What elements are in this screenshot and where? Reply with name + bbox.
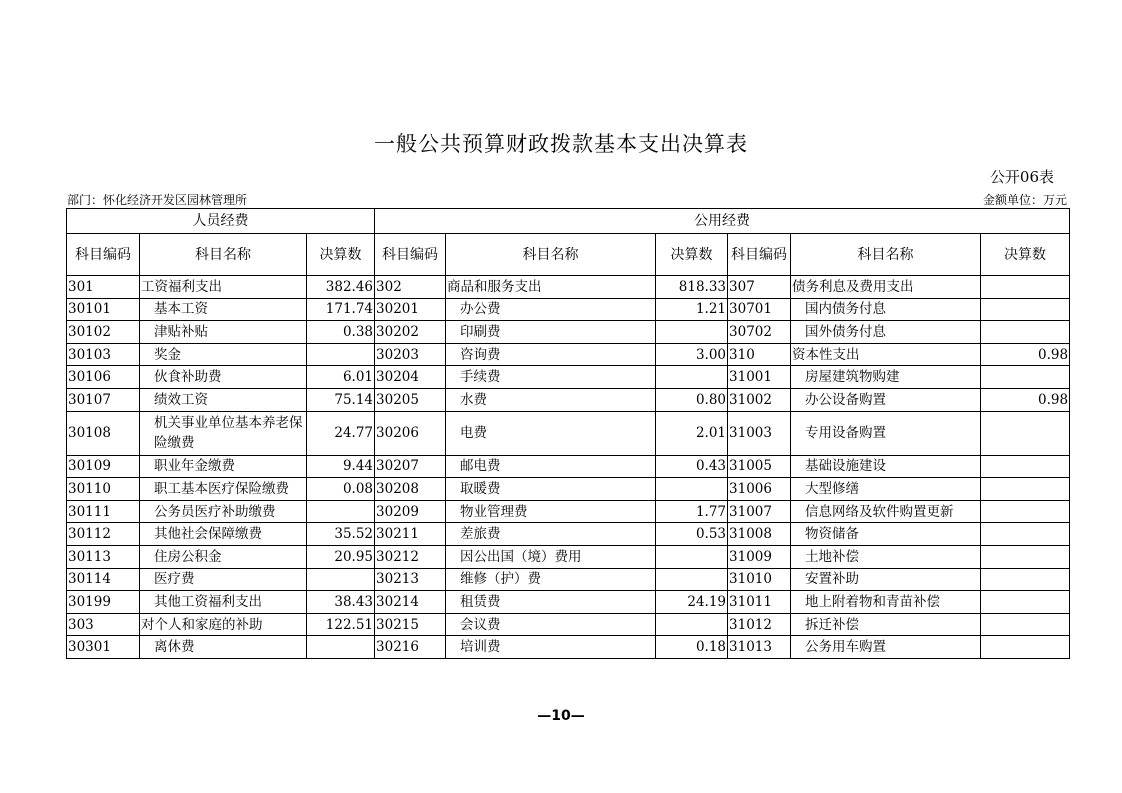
amount-cell: 1.77	[656, 500, 728, 523]
code-cell: 30216	[375, 636, 446, 659]
amount-cell: 1.21	[656, 298, 728, 321]
code-cell: 30211	[375, 523, 446, 546]
table-row	[67, 298, 1070, 321]
amount-cell	[981, 298, 1070, 321]
name-cell: 国内债务付息	[791, 298, 981, 321]
name-cell: 大型修缮	[791, 478, 981, 501]
code-cell: 31012	[728, 613, 791, 636]
amount-cell	[981, 276, 1070, 299]
name-cell: 因公出国（境）费用	[446, 545, 656, 568]
name-cell: 机关事业单位基本养老保险缴费	[140, 411, 307, 455]
name-cell: 公务用车购置	[791, 636, 981, 659]
code-cell: 30215	[375, 613, 446, 636]
header-code: 科目编码	[67, 234, 140, 276]
amount-cell	[656, 545, 728, 568]
amount-cell	[656, 321, 728, 344]
amount-cell	[981, 478, 1070, 501]
code-cell: 31009	[728, 545, 791, 568]
header-code: 科目编码	[375, 234, 446, 276]
name-cell: 房屋建筑物购建	[791, 366, 981, 389]
amount-cell: 0.18	[656, 636, 728, 659]
code-cell: 31005	[728, 455, 791, 478]
name-cell: 租赁费	[446, 591, 656, 614]
amount-cell	[656, 568, 728, 591]
table-row	[67, 500, 1070, 523]
name-cell: 公务员医疗补助缴费	[140, 500, 307, 523]
amount-cell: 38.43	[307, 591, 375, 614]
code-cell: 30213	[375, 568, 446, 591]
amount-cell	[981, 366, 1070, 389]
code-cell: 30214	[375, 591, 446, 614]
page-title: 一般公共预算财政拨款基本支出决算表	[374, 132, 748, 156]
amount-cell	[981, 545, 1070, 568]
amount-cell: 818.33	[656, 276, 728, 299]
amount-cell	[981, 455, 1070, 478]
code-cell: 30102	[67, 321, 140, 344]
amount-cell: 0.98	[981, 388, 1070, 411]
column-header-row	[67, 234, 1070, 276]
name-cell: 离休费	[140, 636, 307, 659]
name-cell: 国外债务付息	[791, 321, 981, 344]
name-cell: 信息网络及软件购置更新	[791, 500, 981, 523]
name-cell: 维修（护）费	[446, 568, 656, 591]
table-row	[67, 411, 1070, 455]
code-cell: 30208	[375, 478, 446, 501]
code-cell: 31007	[728, 500, 791, 523]
amount-cell: 75.14	[307, 388, 375, 411]
header-name: 科目名称	[446, 234, 656, 276]
name-cell: 拆迁补偿	[791, 613, 981, 636]
code-cell: 302	[375, 276, 446, 299]
table-row	[67, 523, 1070, 546]
code-cell: 30301	[67, 636, 140, 659]
code-cell: 31002	[728, 388, 791, 411]
amount-cell: 382.46	[307, 276, 375, 299]
header-amount: 决算数	[656, 234, 728, 276]
code-cell: 303	[67, 613, 140, 636]
code-cell: 30106	[67, 366, 140, 389]
code-cell: 30203	[375, 343, 446, 366]
expenditure-table	[66, 208, 1070, 659]
department-label: 部门：怀化经济开发区园林管理所	[67, 193, 248, 207]
table-row	[67, 276, 1070, 299]
name-cell: 差旅费	[446, 523, 656, 546]
name-cell: 办公设备购置	[791, 388, 981, 411]
header-name: 科目名称	[140, 234, 307, 276]
name-cell: 资本性支出	[791, 343, 981, 366]
amount-cell	[307, 500, 375, 523]
name-cell: 职工基本医疗保险缴费	[140, 478, 307, 501]
header-amount: 决算数	[981, 234, 1070, 276]
table-row	[67, 545, 1070, 568]
code-cell: 30201	[375, 298, 446, 321]
amount-cell: 0.98	[981, 343, 1070, 366]
amount-cell	[981, 523, 1070, 546]
amount-cell: 24.19	[656, 591, 728, 614]
table-number: 公开06表	[989, 168, 1054, 186]
code-cell: 301	[67, 276, 140, 299]
code-cell: 30701	[728, 298, 791, 321]
code-cell: 31001	[728, 366, 791, 389]
name-cell: 土地补偿	[791, 545, 981, 568]
table-row	[67, 455, 1070, 478]
group-personnel: 人员经费	[67, 209, 375, 234]
group-header-row	[67, 209, 1070, 234]
amount-cell	[981, 568, 1070, 591]
code-cell: 307	[728, 276, 791, 299]
code-cell: 31011	[728, 591, 791, 614]
amount-cell: 122.51	[307, 613, 375, 636]
name-cell: 邮电费	[446, 455, 656, 478]
amount-cell: 0.08	[307, 478, 375, 501]
name-cell: 住房公积金	[140, 545, 307, 568]
amount-cell	[981, 411, 1070, 455]
amount-cell: 6.01	[307, 366, 375, 389]
name-cell: 其他工资福利支出	[140, 591, 307, 614]
code-cell: 30110	[67, 478, 140, 501]
code-cell: 30113	[67, 545, 140, 568]
code-cell: 31003	[728, 411, 791, 455]
amount-cell	[981, 613, 1070, 636]
name-cell: 伙食补助费	[140, 366, 307, 389]
code-cell: 30702	[728, 321, 791, 344]
code-cell: 30101	[67, 298, 140, 321]
header-amount: 决算数	[307, 234, 375, 276]
name-cell: 会议费	[446, 613, 656, 636]
code-cell: 30107	[67, 388, 140, 411]
name-cell: 专用设备购置	[791, 411, 981, 455]
name-cell: 对个人和家庭的补助	[140, 613, 307, 636]
table-row	[67, 613, 1070, 636]
table-row	[67, 591, 1070, 614]
code-cell: 30209	[375, 500, 446, 523]
amount-cell	[981, 636, 1070, 659]
amount-cell	[981, 321, 1070, 344]
name-cell: 债务利息及费用支出	[791, 276, 981, 299]
code-cell: 30111	[67, 500, 140, 523]
code-cell: 31006	[728, 478, 791, 501]
amount-cell	[981, 591, 1070, 614]
code-cell: 30207	[375, 455, 446, 478]
code-cell: 30204	[375, 366, 446, 389]
table-row	[67, 388, 1070, 411]
amount-cell	[981, 500, 1070, 523]
amount-cell: 0.43	[656, 455, 728, 478]
name-cell: 商品和服务支出	[446, 276, 656, 299]
code-cell: 31010	[728, 568, 791, 591]
table-row	[67, 321, 1070, 344]
unit-label: 金额单位：万元	[982, 193, 1067, 207]
amount-cell: 2.01	[656, 411, 728, 455]
amount-cell	[307, 636, 375, 659]
name-cell: 奖金	[140, 343, 307, 366]
name-cell: 基础设施建设	[791, 455, 981, 478]
name-cell: 物业管理费	[446, 500, 656, 523]
code-cell: 30205	[375, 388, 446, 411]
name-cell: 绩效工资	[140, 388, 307, 411]
name-cell: 安置补助	[791, 568, 981, 591]
amount-cell: 9.44	[307, 455, 375, 478]
amount-cell: 0.53	[656, 523, 728, 546]
name-cell: 基本工资	[140, 298, 307, 321]
name-cell: 咨询费	[446, 343, 656, 366]
name-cell: 印刷费	[446, 321, 656, 344]
amount-cell: 171.74	[307, 298, 375, 321]
code-cell: 31013	[728, 636, 791, 659]
group-public: 公用经费	[375, 209, 1070, 234]
header-name: 科目名称	[791, 234, 981, 276]
name-cell: 电费	[446, 411, 656, 455]
name-cell: 物资储备	[791, 523, 981, 546]
name-cell: 办公费	[446, 298, 656, 321]
code-cell: 30212	[375, 545, 446, 568]
amount-cell	[656, 478, 728, 501]
code-cell: 31008	[728, 523, 791, 546]
amount-cell: 3.00	[656, 343, 728, 366]
name-cell: 取暖费	[446, 478, 656, 501]
name-cell: 医疗费	[140, 568, 307, 591]
amount-cell	[656, 366, 728, 389]
amount-cell	[307, 568, 375, 591]
name-cell: 地上附着物和青苗补偿	[791, 591, 981, 614]
table-row	[67, 366, 1070, 389]
name-cell: 手续费	[446, 366, 656, 389]
code-cell: 30109	[67, 455, 140, 478]
name-cell: 职业年金缴费	[140, 455, 307, 478]
name-cell: 水费	[446, 388, 656, 411]
amount-cell: 20.95	[307, 545, 375, 568]
code-cell: 30199	[67, 591, 140, 614]
name-cell: 工资福利支出	[140, 276, 307, 299]
name-cell: 培训费	[446, 636, 656, 659]
code-cell: 30112	[67, 523, 140, 546]
amount-cell: 24.77	[307, 411, 375, 455]
page-number: —10—	[537, 708, 585, 724]
amount-cell: 0.80	[656, 388, 728, 411]
name-cell: 津贴补贴	[140, 321, 307, 344]
amount-cell: 35.52	[307, 523, 375, 546]
code-cell: 30114	[67, 568, 140, 591]
table-row	[67, 343, 1070, 366]
code-cell: 30103	[67, 343, 140, 366]
amount-cell: 0.38	[307, 321, 375, 344]
code-cell: 30202	[375, 321, 446, 344]
table-row	[67, 636, 1070, 659]
code-cell: 30206	[375, 411, 446, 455]
code-cell: 30108	[67, 411, 140, 455]
code-cell: 310	[728, 343, 791, 366]
header-code: 科目编码	[728, 234, 791, 276]
table-row	[67, 568, 1070, 591]
amount-cell	[307, 343, 375, 366]
name-cell: 其他社会保障缴费	[140, 523, 307, 546]
table-row	[67, 478, 1070, 501]
amount-cell	[656, 613, 728, 636]
